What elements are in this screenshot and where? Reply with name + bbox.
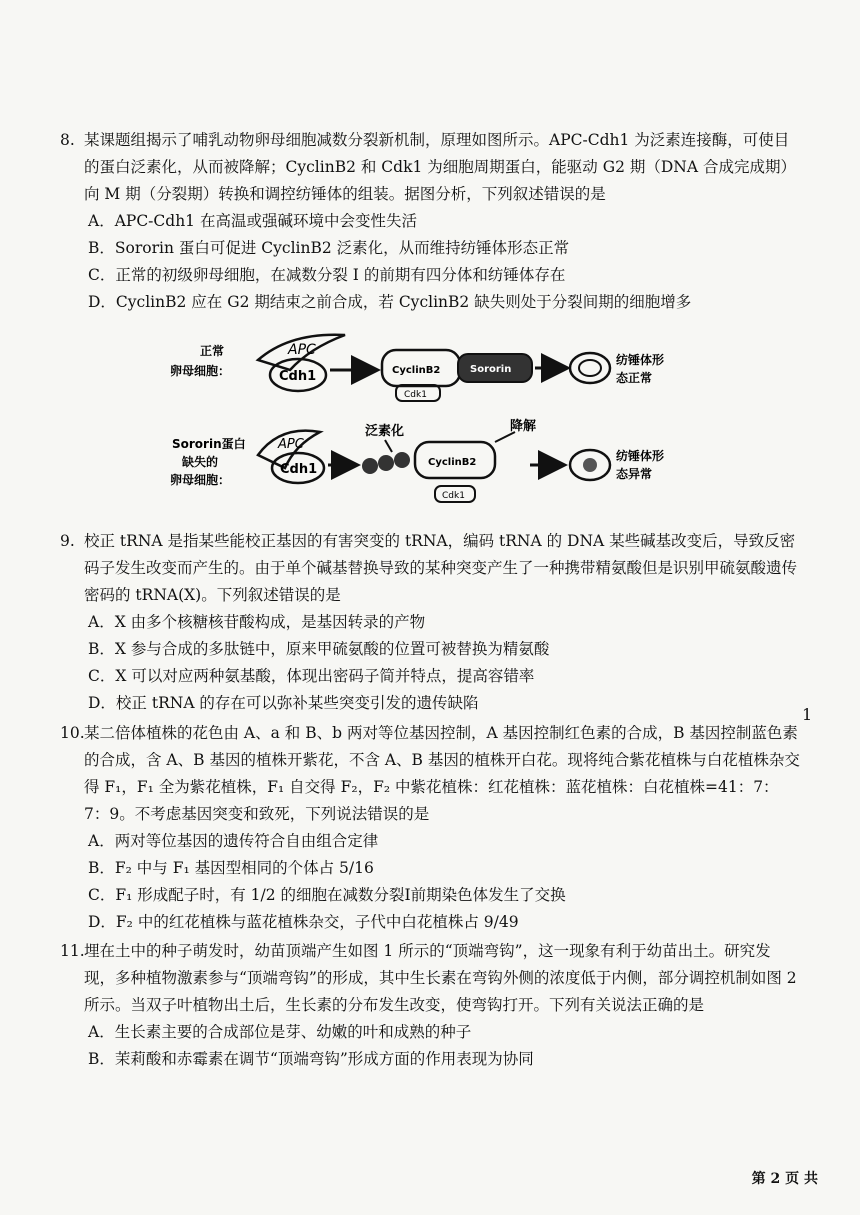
cyclinb2-label: CyclinB2 — [392, 365, 441, 376]
question-11 — [60, 938, 800, 1073]
option-c: C．正常的初级卵母细胞，在减数分裂 I 的前期有四分体和纺锤体存在 — [88, 266, 566, 284]
question-number: 8. — [60, 131, 75, 149]
question-10 — [60, 720, 800, 936]
question-8 — [60, 127, 800, 316]
row1-result-1: 纺锤体形 — [616, 353, 665, 367]
diagram-svg — [170, 330, 690, 515]
option-c: C．X 可以对应两种氨基酸，体现出密码子简并特点，提高容错率 — [88, 667, 535, 685]
option-d: D．F₂ 中的红花植株与蓝花植株杂交，子代中白花植株占 9/49 — [88, 913, 519, 931]
question-9 — [60, 528, 800, 717]
option-a: A．两对等位基因的遗传符合自由组合定律 — [88, 832, 379, 850]
option-b: B．X 参与合成的多肽链中，原来甲硫氨酸的位置可被替换为精氨酸 — [88, 640, 550, 658]
option-b: B．茉莉酸和赤霉素在调节“顶端弯钩”形成方面的作用表现为协同 — [88, 1050, 534, 1068]
row1-label-1: 正常 — [200, 344, 225, 358]
option-c: C．F₁ 形成配子时，有 1/2 的细胞在减数分裂Ⅰ前期染色体发生了交换 — [88, 886, 566, 904]
row2-label-1: Sororin蛋白 — [172, 437, 246, 451]
option-d: D．CyclinB2 应在 G2 期结束之前合成，若 CyclinB2 缺失则处于分裂间期的细胞增多 — [88, 293, 692, 311]
degradation-label: 降解 — [510, 419, 537, 434]
apc-label: APC — [288, 342, 316, 358]
cdh1-label-2: Cdh1 — [280, 462, 318, 477]
cdk1-label: Cdk1 — [404, 390, 427, 400]
cdk1-label-2: Cdk1 — [442, 491, 465, 501]
ubiquitination-label: 泛素化 — [365, 424, 405, 439]
question-number: 11. — [60, 942, 85, 960]
question-stem: 某二倍体植株的花色由 A、a 和 B、b 两对等位基因控制，A 基因控制红色素的合成，B 基因控制蓝色素的合成，含 A、B 基因的植株开紫花，不含 A、B 基因的植株开白花。现将纯合紫花植株与白花植株杂交得 F₁，F₁ 全为紫花植株，F₁ 自交得 F₂，F₂ 中紫花植株：红花植株：蓝花植株：白花植株=41：7：7：9。不考虑基因突变和致死，下列说法错误的是 — [84, 724, 800, 823]
cdh1-label: Cdh1 — [279, 369, 317, 384]
option-b: B．F₂ 中与 F₁ 基因型相同的个体占 5/16 — [88, 859, 374, 877]
row1-label-2: 卵母细胞： — [170, 364, 231, 378]
ubiquitin-icon — [362, 458, 378, 474]
question-number: 10. — [60, 724, 85, 742]
row2-result-2: 态异常 — [616, 467, 653, 481]
row2-label-3: 卵母细胞： — [170, 473, 231, 487]
option-a: A．生长素主要的合成部位是芽、幼嫩的叶和成熟的种子 — [88, 1023, 472, 1041]
question-stem: 埋在土中的种子萌发时，幼苗顶端产生如图 1 所示的“顶端弯钩”，这一现象有利于幼苗出土。研究发现，多种植物激素参与“顶端弯钩”的形成，其中生长素在弯钩外侧的浓度低于内侧，部分调控机制如图 2 所示。当双子叶植物出土后，生长素的分布发生改变，使弯钩打开。下列有关说法正确的是 — [84, 942, 797, 1014]
question-stem: 校正 tRNA 是指某些能校正基因的有害突变的 tRNA，编码 tRNA 的 DNA 某些碱基改变后，导致反密码子发生改变而产生的。由于单个碱基替换导致的某种突变产生了一种携带精氨酸但是识别甲硫氨酸遗传密码的 tRNA(X)。下列叙述错误的是 — [84, 532, 798, 604]
spindle-normal-icon — [570, 353, 610, 383]
option-a: A．X 由多个核糖核苷酸构成，是基因转录的产物 — [88, 613, 426, 631]
apc-label-2: APC — [278, 437, 304, 452]
mechanism-diagram — [170, 330, 690, 515]
question-number: 9. — [60, 532, 75, 550]
sororin-label: Sororin — [470, 364, 512, 375]
cyclinb2-label-2: CyclinB2 — [428, 457, 477, 468]
option-d: D．校正 tRNA 的存在可以弥补某些突变引发的遗传缺陷 — [88, 694, 479, 712]
page-footer: 第 2 页 共 — [751, 1171, 818, 1187]
option-b: B．Sororin 蛋白可促进 CyclinB2 泛素化，从而维持纺锤体形态正常 — [88, 239, 570, 257]
row1-result-2: 态正常 — [616, 371, 653, 385]
question-stem: 某课题组揭示了哺乳动物卵母细胞减数分裂新机制，原理如图所示。APC-Cdh1 为泛素连接酶，可使目的蛋白泛素化，从而被降解；CyclinB2 和 Cdk1 为细胞周期蛋白，能驱动 G2 期（DNA 合成完成期）向 M 期（分裂期）转换和调控纺锤体的组装。据图分析，下列叙述错误的是 — [84, 131, 796, 203]
side-mark: 1 — [802, 705, 813, 724]
row2-result-1: 纺锤体形 — [616, 449, 665, 463]
row2-label-2: 缺失的 — [182, 455, 219, 469]
option-a: A．APC-Cdh1 在高温或强碱环境中会变性失活 — [88, 212, 417, 230]
